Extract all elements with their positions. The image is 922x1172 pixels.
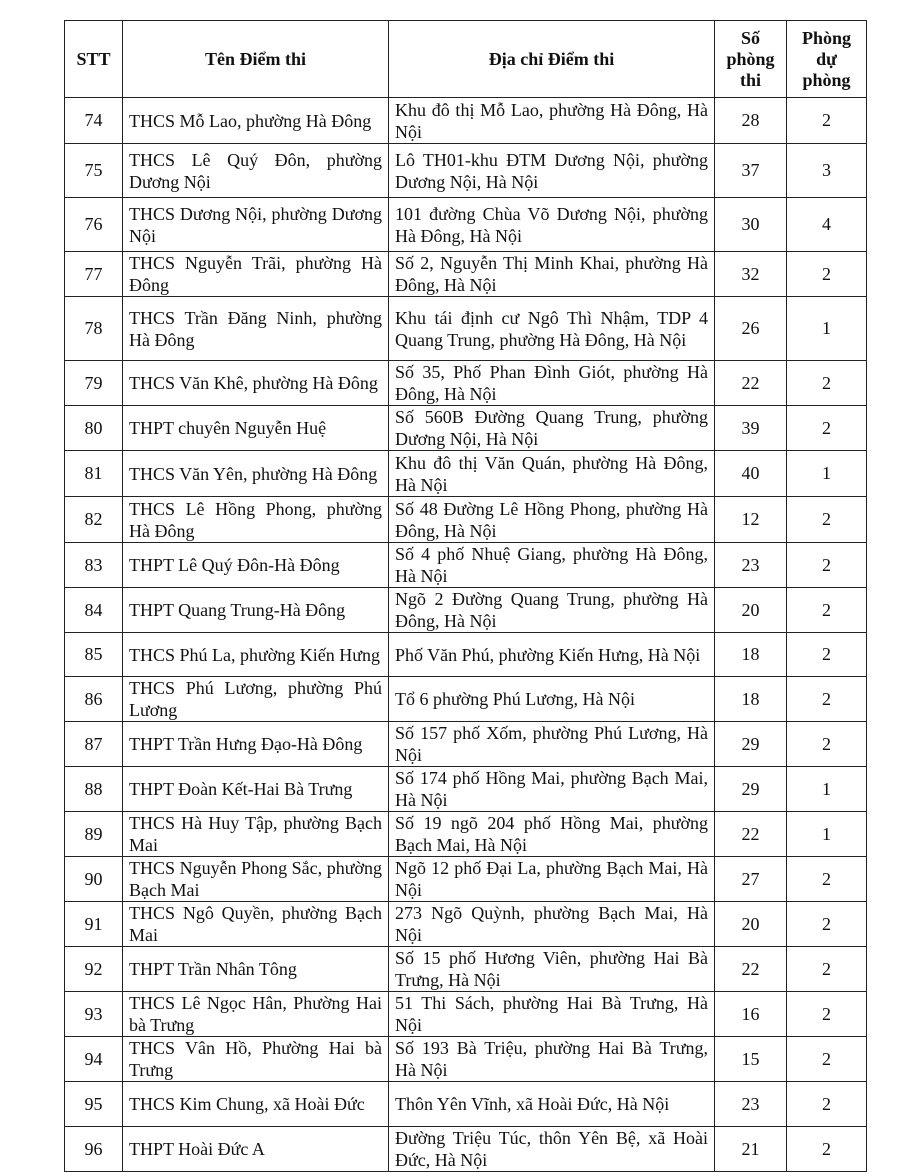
row-number: 90 — [65, 857, 123, 902]
table-row — [65, 902, 867, 947]
site-address: Khu tái định cư Ngô Thì Nhậm, TDP 4 Quang Trung, phường Hà Đông, Hà Nội — [389, 297, 715, 361]
table-row — [65, 1127, 867, 1172]
site-name: THCS Văn Khê, phường Hà Đông — [123, 361, 389, 406]
site-address: Số 4 phố Nhuệ Giang, phường Hà Đông, Hà Nội — [389, 543, 715, 588]
site-address: 51 Thi Sách, phường Hai Bà Trưng, Hà Nội — [389, 992, 715, 1037]
site-name: THCS Phú La, phường Kiến Hưng — [123, 633, 389, 677]
spare-room-count: 2 — [787, 633, 867, 677]
row-number: 85 — [65, 633, 123, 677]
room-count: 40 — [715, 451, 787, 497]
spare-room-count: 2 — [787, 361, 867, 406]
room-count: 23 — [715, 543, 787, 588]
table-row — [65, 497, 867, 543]
site-address: Phố Văn Phú, phường Kiến Hưng, Hà Nội — [389, 633, 715, 677]
table-row — [65, 767, 867, 812]
site-address: Số 157 phố Xốm, phường Phú Lương, Hà Nội — [389, 722, 715, 767]
site-name: THCS Vân Hồ, Phường Hai bà Trưng — [123, 1037, 389, 1082]
site-name: THPT Lê Quý Đôn-Hà Đông — [123, 543, 389, 588]
site-name: THCS Văn Yên, phường Hà Đông — [123, 451, 389, 497]
row-number: 81 — [65, 451, 123, 497]
site-address: Khu đô thị Văn Quán, phường Hà Đông, Hà Nội — [389, 451, 715, 497]
spare-room-count: 1 — [787, 297, 867, 361]
row-number: 92 — [65, 947, 123, 992]
room-count: 26 — [715, 297, 787, 361]
spare-room-count: 2 — [787, 252, 867, 297]
site-name: THPT Trần Nhân Tông — [123, 947, 389, 992]
site-name: THCS Lê Hồng Phong, phường Hà Đông — [123, 497, 389, 543]
site-name: THCS Nguyễn Trãi, phường Hà Đông — [123, 252, 389, 297]
site-name: THCS Mỗ Lao, phường Hà Đông — [123, 98, 389, 144]
table-row — [65, 406, 867, 451]
site-address: Lô TH01-khu ĐTM Dương Nội, phường Dương Nội, Hà Nội — [389, 144, 715, 198]
site-name: THCS Phú Lương, phường Phú Lương — [123, 677, 389, 722]
room-count: 27 — [715, 857, 787, 902]
site-name: THCS Hà Huy Tập, phường Bạch Mai — [123, 812, 389, 857]
room-count: 20 — [715, 902, 787, 947]
table-row — [65, 1037, 867, 1082]
table-row — [65, 451, 867, 497]
spare-room-count: 3 — [787, 144, 867, 198]
site-address: Thôn Yên Vĩnh, xã Hoài Đức, Hà Nội — [389, 1082, 715, 1127]
row-number: 77 — [65, 252, 123, 297]
row-number: 76 — [65, 198, 123, 252]
site-name: THPT Hoài Đức A — [123, 1127, 389, 1172]
room-count: 32 — [715, 252, 787, 297]
table-row — [65, 722, 867, 767]
room-count: 22 — [715, 947, 787, 992]
site-name: THPT chuyên Nguyễn Huệ — [123, 406, 389, 451]
room-count: 12 — [715, 497, 787, 543]
row-number: 83 — [65, 543, 123, 588]
spare-room-count: 2 — [787, 543, 867, 588]
site-address: Số 193 Bà Triệu, phường Hai Bà Trưng, Hà Nội — [389, 1037, 715, 1082]
room-count: 20 — [715, 588, 787, 633]
row-number: 91 — [65, 902, 123, 947]
spare-room-count: 2 — [787, 992, 867, 1037]
spare-room-count: 1 — [787, 451, 867, 497]
spare-room-count: 1 — [787, 767, 867, 812]
room-count: 37 — [715, 144, 787, 198]
spare-room-count: 2 — [787, 1127, 867, 1172]
site-name: THPT Trần Hưng Đạo-Hà Đông — [123, 722, 389, 767]
spare-room-count: 2 — [787, 677, 867, 722]
site-name: THCS Kim Chung, xã Hoài Đức — [123, 1082, 389, 1127]
table-row — [65, 198, 867, 252]
site-address: Số 19 ngõ 204 phố Hồng Mai, phường Bạch Mai, Hà Nội — [389, 812, 715, 857]
site-name: THCS Nguyễn Phong Sắc, phường Bạch Mai — [123, 857, 389, 902]
site-name: THCS Lê Quý Đôn, phường Dương Nội — [123, 144, 389, 198]
spare-room-count: 2 — [787, 497, 867, 543]
site-address: Số 35, Phố Phan Đình Giót, phường Hà Đông, Hà Nội — [389, 361, 715, 406]
site-name: THCS Lê Ngọc Hân, Phường Hai bà Trưng — [123, 992, 389, 1037]
room-count: 15 — [715, 1037, 787, 1082]
site-address: Ngõ 12 phố Đại La, phường Bạch Mai, Hà Nội — [389, 857, 715, 902]
site-address: Khu đô thị Mỗ Lao, phường Hà Đông, Hà Nội — [389, 98, 715, 144]
room-count: 16 — [715, 992, 787, 1037]
table-row — [65, 1082, 867, 1127]
row-number: 80 — [65, 406, 123, 451]
table-row — [65, 543, 867, 588]
spare-room-count: 4 — [787, 198, 867, 252]
row-number: 89 — [65, 812, 123, 857]
site-address: Số 174 phố Hồng Mai, phường Bạch Mai, Hà Nội — [389, 767, 715, 812]
row-number: 75 — [65, 144, 123, 198]
table-row — [65, 144, 867, 198]
header-room-count: Số phòng thi — [715, 21, 787, 98]
spare-room-count: 2 — [787, 1037, 867, 1082]
table-row — [65, 297, 867, 361]
spare-room-count: 2 — [787, 947, 867, 992]
table-row — [65, 361, 867, 406]
row-number: 86 — [65, 677, 123, 722]
room-count: 23 — [715, 1082, 787, 1127]
room-count: 28 — [715, 98, 787, 144]
table-row — [65, 812, 867, 857]
site-address: 273 Ngõ Quỳnh, phường Bạch Mai, Hà Nội — [389, 902, 715, 947]
room-count: 22 — [715, 361, 787, 406]
table-row — [65, 588, 867, 633]
room-count: 30 — [715, 198, 787, 252]
site-address: Số 560B Đường Quang Trung, phường Dương Nội, Hà Nội — [389, 406, 715, 451]
row-number: 96 — [65, 1127, 123, 1172]
site-name: THPT Quang Trung-Hà Đông — [123, 588, 389, 633]
header-site-name: Tên Điểm thi — [123, 21, 389, 98]
site-address: 101 đường Chùa Võ Dương Nội, phường Hà Đông, Hà Nội — [389, 198, 715, 252]
site-name: THCS Dương Nội, phường Dương Nội — [123, 198, 389, 252]
row-number: 88 — [65, 767, 123, 812]
row-number: 94 — [65, 1037, 123, 1082]
site-address: Ngõ 2 Đường Quang Trung, phường Hà Đông, Hà Nội — [389, 588, 715, 633]
spare-room-count: 2 — [787, 1082, 867, 1127]
row-number: 95 — [65, 1082, 123, 1127]
room-count: 39 — [715, 406, 787, 451]
row-number: 79 — [65, 361, 123, 406]
site-name: THPT Đoàn Kết-Hai Bà Trưng — [123, 767, 389, 812]
header-site-address: Địa chỉ Điểm thi — [389, 21, 715, 98]
row-number: 78 — [65, 297, 123, 361]
table-row — [65, 992, 867, 1037]
row-number: 82 — [65, 497, 123, 543]
spare-room-count: 2 — [787, 722, 867, 767]
site-address: Đường Triệu Túc, thôn Yên Bệ, xã Hoài Đức, Hà Nội — [389, 1127, 715, 1172]
site-address: Số 2, Nguyễn Thị Minh Khai, phường Hà Đông, Hà Nội — [389, 252, 715, 297]
table-body — [65, 98, 867, 1172]
exam-sites-table — [64, 20, 867, 1172]
room-count: 18 — [715, 633, 787, 677]
room-count: 29 — [715, 722, 787, 767]
room-count: 18 — [715, 677, 787, 722]
table-row — [65, 947, 867, 992]
room-count: 29 — [715, 767, 787, 812]
table-row — [65, 857, 867, 902]
spare-room-count: 2 — [787, 406, 867, 451]
header-stt: STT — [65, 21, 123, 98]
site-name: THCS Trần Đăng Ninh, phường Hà Đông — [123, 297, 389, 361]
spare-room-count: 2 — [787, 902, 867, 947]
site-address: Số 48 Đường Lê Hồng Phong, phường Hà Đông, Hà Nội — [389, 497, 715, 543]
row-number: 93 — [65, 992, 123, 1037]
header-row — [65, 21, 867, 98]
row-number: 74 — [65, 98, 123, 144]
header-spare-rooms: Phòng dự phòng — [787, 21, 867, 98]
spare-room-count: 2 — [787, 98, 867, 144]
table-row — [65, 252, 867, 297]
table-row — [65, 98, 867, 144]
spare-room-count: 2 — [787, 588, 867, 633]
table-row — [65, 633, 867, 677]
spare-room-count: 2 — [787, 857, 867, 902]
spare-room-count: 1 — [787, 812, 867, 857]
site-name: THCS Ngô Quyền, phường Bạch Mai — [123, 902, 389, 947]
row-number: 84 — [65, 588, 123, 633]
site-address: Số 15 phố Hương Viên, phường Hai Bà Trưng, Hà Nội — [389, 947, 715, 992]
row-number: 87 — [65, 722, 123, 767]
site-address: Tổ 6 phường Phú Lương, Hà Nội — [389, 677, 715, 722]
room-count: 21 — [715, 1127, 787, 1172]
room-count: 22 — [715, 812, 787, 857]
table-row — [65, 677, 867, 722]
